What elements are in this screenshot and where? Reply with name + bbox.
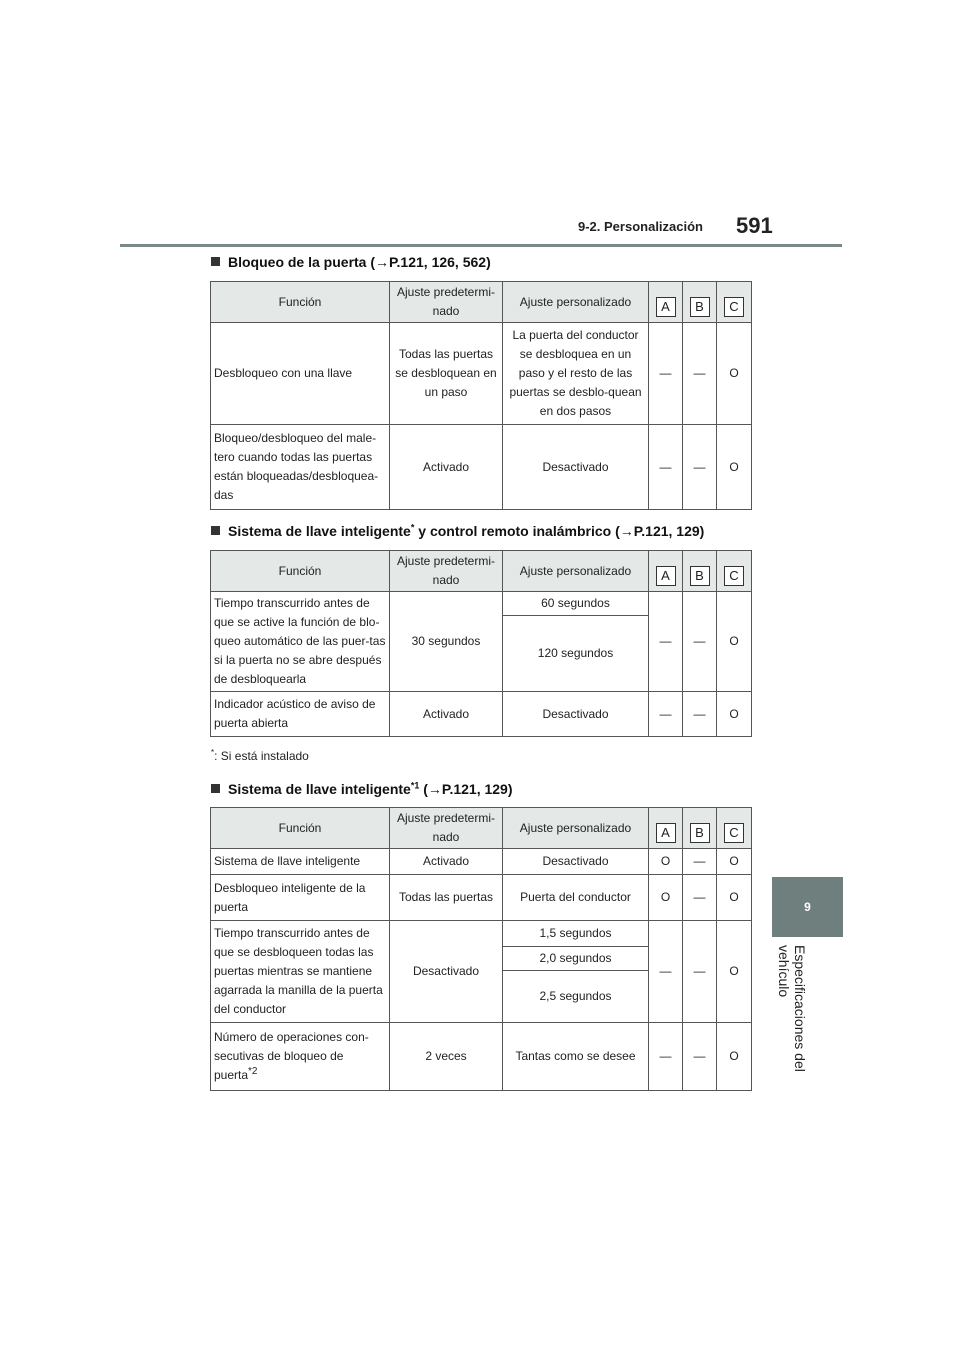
section-heading-bloqueo — [211, 254, 491, 270]
cell-predeterminado: Activado — [390, 425, 503, 510]
header-personalizado: Ajuste personalizado — [503, 282, 649, 323]
header-b — [683, 551, 717, 592]
footnote-ref: * — [410, 522, 415, 533]
cell-personalizado: Desactivado — [503, 425, 649, 510]
table-header-row — [211, 808, 752, 849]
cell-c: O — [717, 692, 752, 737]
table-row — [211, 323, 752, 425]
cell-a: — — [649, 921, 683, 1023]
cell-predeterminado: Desactivado — [390, 921, 503, 1023]
section-heading-llave-control — [211, 523, 704, 539]
header-b — [683, 808, 717, 849]
cell-a: — — [649, 592, 683, 692]
cell-a: — — [649, 425, 683, 510]
letter-b-icon: B — [690, 297, 710, 317]
page-number: 591 — [736, 213, 773, 238]
header-c — [717, 551, 752, 592]
table-llave-inteligente — [210, 807, 752, 1091]
chapter-tab — [772, 877, 843, 937]
cell-c: O — [717, 921, 752, 1023]
cell-personalizado: 120 segundos — [503, 616, 649, 692]
cell-c: O — [717, 849, 752, 875]
cell-funcion: Desbloqueo con una llave — [211, 323, 390, 425]
letter-b-icon: B — [690, 823, 710, 843]
cell-personalizado: 2,5 segundos — [503, 971, 649, 1023]
footnote-ref: *2 — [248, 1066, 258, 1077]
header-c — [717, 282, 752, 323]
cell-predeterminado: Activado — [390, 692, 503, 737]
header-a — [649, 808, 683, 849]
cell-funcion — [211, 1023, 390, 1091]
footnote-text: : Si está instalado — [214, 749, 309, 763]
cell-c: O — [717, 425, 752, 510]
cell-personalizado: Puerta del conductor — [503, 875, 649, 921]
cell-funcion: Sistema de llave inteligente — [211, 849, 390, 875]
header-a — [649, 282, 683, 323]
cell-funcion: Bloqueo/desbloqueo del male-tero cuando todas las puertas están bloqueadas/desbloquea-das — [211, 425, 390, 510]
square-bullet-icon — [211, 526, 220, 535]
chapter-number: 9 — [804, 900, 811, 914]
letter-c-icon: C — [724, 297, 744, 317]
cell-b: — — [683, 1023, 717, 1091]
header-personalizado: Ajuste personalizado — [503, 551, 649, 592]
cell-a: — — [649, 323, 683, 425]
header-c — [717, 808, 752, 849]
section-heading-llave-inteligente — [211, 781, 513, 797]
section-title: Sistema de llave inteligente — [228, 523, 411, 539]
section-title: Bloqueo de la puerta (→P.121, 126, 562) — [228, 254, 491, 270]
header-funcion: Función — [211, 808, 390, 849]
header-divider — [120, 244, 842, 247]
cell-funcion: Tiempo transcurrido antes de que se desbloqueen todas las puertas mientras se mantiene agarrada la manilla de la puerta del conductor — [211, 921, 390, 1023]
header-a — [649, 551, 683, 592]
footnote — [211, 749, 309, 763]
header-predeterminado: Ajuste predetermi-nado — [390, 282, 503, 323]
header-funcion: Función — [211, 551, 390, 592]
table-header-row — [211, 551, 752, 592]
table-bloqueo-puerta — [210, 281, 752, 510]
cell-c: O — [717, 1023, 752, 1091]
cell-b: — — [683, 323, 717, 425]
cell-personalizado: Tantas como se desee — [503, 1023, 649, 1091]
footnote-ref: *1 — [410, 780, 420, 791]
cell-b: — — [683, 592, 717, 692]
cell-funcion: Tiempo transcurrido antes de que se active la función de blo-queo automático de las puer-tas si la puerta no se abre después de desbloquearla — [211, 592, 390, 692]
cell-b: — — [683, 875, 717, 921]
cell-personalizado: 2,0 segundos — [503, 947, 649, 971]
section-title: Sistema de llave inteligente — [228, 781, 411, 797]
cell-predeterminado: 2 veces — [390, 1023, 503, 1091]
section-title-rest: (→P.121, 129) — [419, 781, 513, 797]
cell-predeterminado: Todas las puertas se desbloquean en un paso — [390, 323, 503, 425]
cell-personalizado: 1,5 segundos — [503, 921, 649, 947]
cell-predeterminado: Todas las puertas — [390, 875, 503, 921]
letter-b-icon: B — [690, 566, 710, 586]
cell-c: O — [717, 323, 752, 425]
letter-c-icon: C — [724, 823, 744, 843]
cell-b: — — [683, 692, 717, 737]
footnote-mark: * — [211, 748, 215, 757]
header-predeterminado: Ajuste predetermi-nado — [390, 808, 503, 849]
cell-personalizado: La puerta del conductor se desbloquea en un paso y el resto de las puertas se desblo-quean en dos pasos — [503, 323, 649, 425]
letter-a-icon: A — [656, 566, 676, 586]
cell-personalizado: Desactivado — [503, 692, 649, 737]
cell-funcion-text: Número de operaciones con-secutivas de bloqueo de puerta — [214, 1030, 369, 1082]
cell-b: — — [683, 425, 717, 510]
cell-predeterminado: 30 segundos — [390, 592, 503, 692]
letter-a-icon: A — [656, 823, 676, 843]
letter-a-icon: A — [656, 297, 676, 317]
header-funcion: Función — [211, 282, 390, 323]
cell-a: O — [649, 849, 683, 875]
cell-personalizado: 60 segundos — [503, 592, 649, 616]
cell-a: — — [649, 1023, 683, 1091]
table-row — [211, 921, 752, 947]
table-row — [211, 592, 752, 616]
cell-a: O — [649, 875, 683, 921]
square-bullet-icon — [211, 784, 220, 793]
cell-predeterminado: Activado — [390, 849, 503, 875]
table-row — [211, 1023, 752, 1091]
letter-c-icon: C — [724, 566, 744, 586]
cell-funcion: Indicador acústico de aviso de puerta abierta — [211, 692, 390, 737]
cell-c: O — [717, 875, 752, 921]
table-row — [211, 425, 752, 510]
table-row — [211, 692, 752, 737]
cell-b: — — [683, 921, 717, 1023]
header-predeterminado: Ajuste predetermi-nado — [390, 551, 503, 592]
section-header: 9-2. Personalización — [578, 219, 703, 234]
square-bullet-icon — [211, 257, 220, 266]
header-personalizado: Ajuste personalizado — [503, 808, 649, 849]
header-b — [683, 282, 717, 323]
table-row — [211, 849, 752, 875]
section-title-rest: y control remoto inalámbrico (→P.121, 129) — [414, 523, 705, 539]
cell-funcion: Desbloqueo inteligente de la puerta — [211, 875, 390, 921]
table-header-row — [211, 282, 752, 323]
table-llave-control-remoto — [210, 550, 752, 737]
cell-b: — — [683, 849, 717, 875]
cell-a: — — [649, 692, 683, 737]
cell-c: O — [717, 592, 752, 692]
table-row — [211, 875, 752, 921]
chapter-label: Especificaciones del vehículo — [776, 945, 808, 1072]
cell-personalizado: Desactivado — [503, 849, 649, 875]
